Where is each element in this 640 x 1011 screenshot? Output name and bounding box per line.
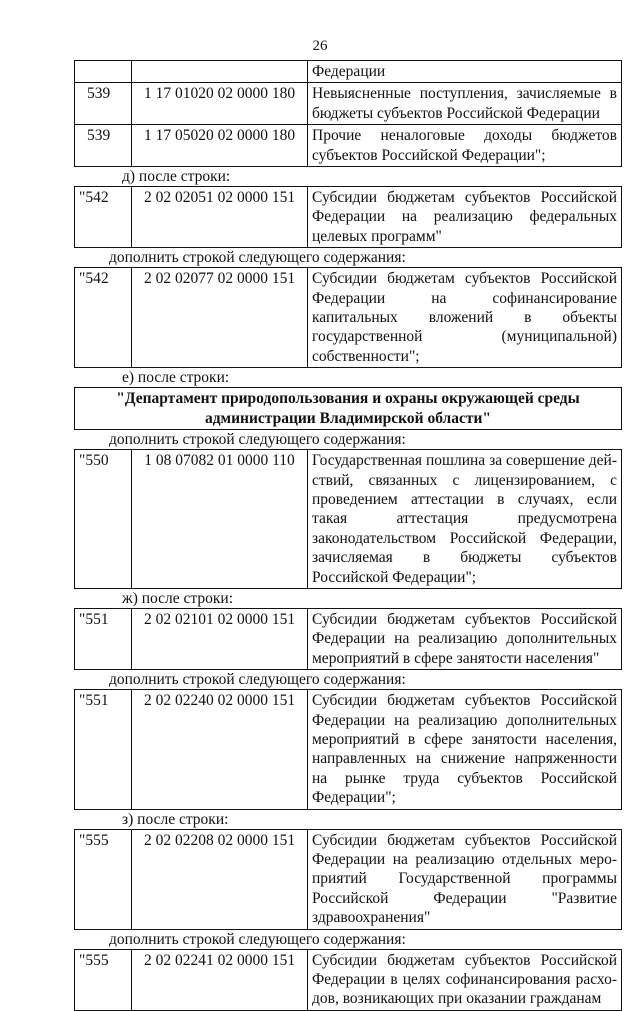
kbk-cell: 2 02 02051 02 0000 151	[132, 187, 308, 248]
table-row-zh2	[74, 689, 622, 809]
department-heading: "Департамент природопользования и охраны окружающей среды администрации Владимирской области"	[75, 388, 622, 430]
table-row-d	[74, 186, 622, 248]
kbk-cell: 2 02 02208 02 0000 151	[132, 829, 308, 929]
kbk-cell: 2 02 02101 02 0000 151	[132, 608, 308, 669]
instruction-d: д) после строки:	[122, 168, 231, 186]
code-cell: "542	[75, 187, 132, 248]
instruction-add: дополнить строкой следующего содержания:	[109, 431, 406, 449]
code-cell: "551	[75, 690, 132, 809]
kbk-cell: 1 08 07082 01 0000 110	[132, 450, 308, 589]
table-row	[75, 83, 622, 125]
instruction-add: дополнить строкой следующего содержания:	[109, 930, 406, 948]
kbk-cell: 1 17 05020 02 0000 180	[132, 125, 308, 167]
page-number: 26	[312, 38, 328, 54]
code-cell: "555	[75, 949, 132, 1010]
code-cell: "542	[75, 268, 132, 368]
table-row	[75, 268, 622, 368]
text-cell: Субсидии бюджетам субъектов Российской Федерации на реализацию федеральных целевых программ"	[308, 187, 622, 248]
table-row-z	[74, 829, 622, 930]
kbk-cell: 1 17 01020 02 0000 180	[132, 83, 308, 125]
text-cell: Прочие неналоговые доходы бюджетов субъектов Российской Федерации";	[308, 125, 622, 167]
code-cell: 539	[75, 83, 132, 125]
code-cell: "555	[75, 829, 132, 929]
instruction-zh: ж) после строки:	[122, 589, 234, 607]
text-cell: Субсидии бюджетам субъектов Российской Федерации в целях софинансирования расходов, возникающих при оказании гражданам	[308, 949, 622, 1010]
table-row	[75, 388, 622, 430]
table-row-d2	[74, 267, 622, 368]
table-row	[75, 61, 622, 83]
table-row	[75, 949, 622, 1010]
table-dept	[74, 387, 622, 430]
table-row	[75, 829, 622, 929]
text-cell: Субсидии бюджетам субъектов Российской Федерации на реализацию дополнительных мероприятий в сфере занятости населения, направленных на снижение напряженности на рынке труда субъектов Российской Федерации";	[308, 690, 622, 809]
table-row-e	[74, 449, 622, 589]
instruction-z: з) после строки:	[122, 810, 229, 828]
table-row	[75, 187, 622, 248]
table-row	[75, 608, 622, 669]
code-cell: "550	[75, 450, 132, 589]
table-row	[75, 125, 622, 167]
text-cell: Субсидии бюджетам субъектов Российской Федерации на реализацию дополнительных мероприятий в сфере занятости населения"	[308, 608, 622, 669]
table-row	[75, 450, 622, 589]
text-cell: Субсидии бюджетам субъектов Российской Федерации на реализацию отдельных мероприятий Государственной программы Российской Федерации "Развитие здравоохранения"	[308, 829, 622, 929]
table-block-top	[74, 60, 622, 167]
kbk-cell: 2 02 02241 02 0000 151	[132, 949, 308, 1010]
table-row-zh	[74, 608, 622, 670]
code-cell	[75, 61, 132, 83]
instruction-e: е) после строки:	[122, 369, 230, 387]
kbk-cell: 2 02 02240 02 0000 151	[132, 690, 308, 809]
document-body	[74, 60, 622, 1011]
table-row-z2	[74, 949, 622, 1011]
text-cell: Федерации	[308, 61, 622, 83]
instruction-add: дополнить строкой следующего содержания:	[109, 249, 406, 267]
kbk-cell: 2 02 02077 02 0000 151	[132, 268, 308, 368]
kbk-cell	[132, 61, 308, 83]
text-cell: Субсидии бюджетам субъектов Российской Федерации на софинансирование капитальных вложений в объекты государственной (муниципальной) собственности";	[308, 268, 622, 368]
code-cell: 539	[75, 125, 132, 167]
table-row	[75, 690, 622, 809]
text-cell: Невыясненные поступления, зачисляемые в бюджеты субъектов Российской Федерации	[308, 83, 622, 125]
code-cell: "551	[75, 608, 132, 669]
text-cell: Государственная пошлина за совершение действий, связанных с лицензированием, с проведением аттестации в случаях, если такая аттестация предусмотрена законодательством Российской Федерации, зачисляемая в бюджеты субъектов Российской Федерации";	[308, 450, 622, 589]
instruction-add: дополнить строкой следующего содержания:	[109, 671, 406, 689]
